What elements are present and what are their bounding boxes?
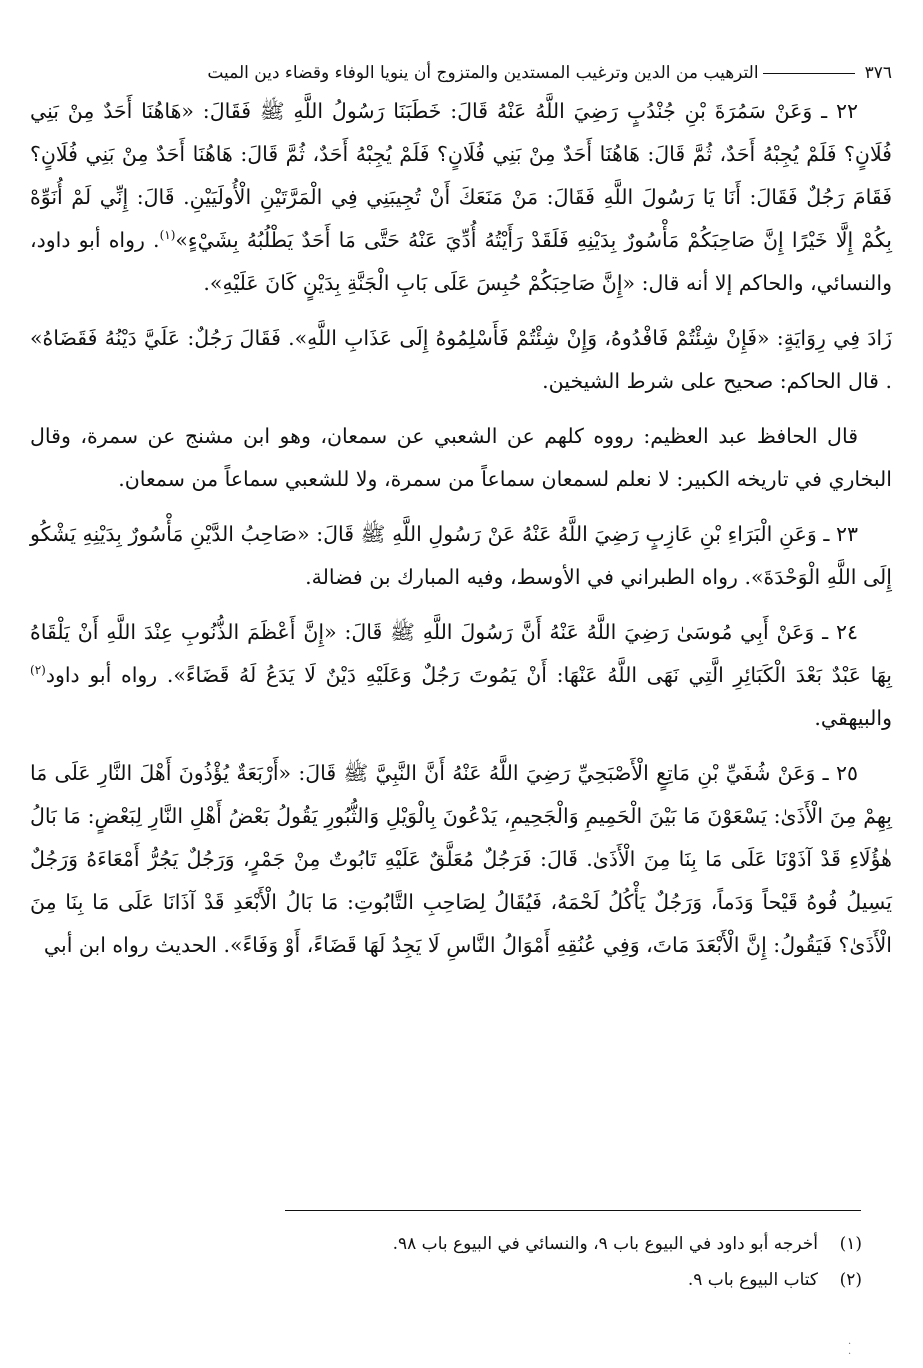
chapter-title: الترهيب من الدين وترغيب المستدين والمتزوج أن ينويا الوفاء وقضاء دين الميت — [207, 63, 759, 83]
footnote-text: أخرجه أبو داود في البيوع باب ٩، والنسائي في البيوع باب ٩٨. — [392, 1234, 818, 1254]
footnote-text: كتاب البيوع باب ٩. — [687, 1270, 818, 1290]
hadith-23: ٢٣ ـ وَعَنِ الْبَرَاءِ بْنِ عَازِبٍ رَضِيَ اللَّهُ عَنْهُ عَنْ رَسُولِ اللَّهِ ﷺ قَالَ: «صَاحِبُ الدَّيْنِ مَأْسُورٌ بِدَيْنِهِ يَشْكُو إِلَى اللَّهِ الْوَحْدَةَ». رواه الطبراني في الأوسط، وفيه المبارك بن فضالة. — [30, 522, 892, 589]
hadith-24-text: ٢٤ ـ وَعَنْ أَبِي مُوسَىٰ رَضِيَ اللَّهُ عَنْهُ أَنَّ رَسُولَ اللَّهِ ﷺ قَالَ: «إِنَّ أَعْظَمَ الذُّنُوبِ عِنْدَ اللَّهِ أَنْ يَلْقَاهُ بِهَا عَبْدٌ بَعْدَ الْكَبَائِرِ الَّتِي نَهَى اللَّهُ عَنْهَا: أَنْ يَمُوتَ رَجُلٌ وَعَلَيْهِ دَيْنٌ لَا يَدَعُ لَهُ قَضَاءً». رواه أبو داود — [30, 620, 892, 687]
footnotes — [30, 1226, 862, 1298]
hadith-24-source: والبيهقي. — [814, 706, 892, 730]
footnote-number: (٢) — [839, 1270, 862, 1290]
hadith-22 — [30, 90, 892, 305]
running-header — [30, 58, 892, 88]
additional-narration: زَادَ فِي رِوَايَةٍ: «فَإِنْ شِئْتُمْ فَافْدُوهُ، وَإِنْ شِئْتُمْ فَأَسْلِمُوهُ إِلَى عَذَابِ اللَّهِ». فَقَالَ رَجُلٌ: عَلَيَّ دَيْنُهُ فَقَضَاهُ» . قال الحاكم: صحيح على شرط الشيخين. — [30, 326, 892, 393]
page-body — [30, 58, 892, 967]
footnote-number: (١) — [839, 1234, 862, 1254]
hadith-22-source: . رواه أبو داود، والنسائي، والحاكم إلا أنه قال: «إِنَّ صَاحِبَكُمْ حُبِسَ عَلَى بَابِ الْجَنَّةِ بِدَيْنٍ كَانَ عَلَيْهِ». — [30, 228, 892, 295]
footnote-ref-2: (٢) — [30, 663, 46, 678]
hadith-25: ٢٥ ـ وَعَنْ شُفَيِّ بْنِ مَاتِعٍ الْأَصْبَحِيِّ رَضِيَ اللَّهُ عَنْهُ أَنَّ النَّبِيَّ ﷺ قَالَ: «أَرْبَعَةٌ يُؤْذُونَ أَهْلَ النَّارِ عَلَى مَا بِهِمْ مِنَ الْأَذَىٰ: يَسْعَوْنَ مَا بَيْنَ الْحَمِيمِ وَالْجَحِيمِ، يَدْعُونَ بِالْوَيْلِ وَالثُّبُورِ يَقُولُ بَعْضُ أَهْلِ النَّارِ لِبَعْضٍ: مَا بَالُ هٰؤُلَاءِ قَدْ آذَوْنَا عَلَى مَا بِنَا مِنَ الْأَذَىٰ. قَالَ: فَرَجُلٌ مُعَلَّقٌ عَلَيْهِ تَابُوتٌ مِنْ جَمْرٍ، وَرَجُلٌ يَجُرُّ أَمْعَاءَهُ وَرَجُلٌ يَسِيلُ فُوهُ قَيْحاً وَدَماً، وَرَجُلٌ يَأْكُلُ لَحْمَهُ، فَيُقَالُ لِصَاحِبِ التَّابُوتِ: مَا بَالُ الْأَبْعَدِ قَدْ آذَانَا عَلَى مَا بِنَا مِنَ الْأَذَىٰ؟ فَيَقُولُ: إِنَّ الْأَبْعَدَ مَاتَ، وَفِي عُنُقِهِ أَمْوَالُ النَّاسِ لَا يَجِدُ لَهَا قَضَاءً، أَوْ وَفَاءً». الحديث رواه ابن أبي — [30, 761, 892, 957]
footnote-2 — [30, 1262, 862, 1298]
footnote-ref-1: (١) — [159, 228, 176, 243]
footnote-separator — [285, 1210, 861, 1211]
header-rule — [763, 73, 855, 74]
page-number: ٣٧٦ — [864, 63, 892, 83]
margin-mark: · · — [848, 1339, 852, 1360]
hadith-22-text: ٢٢ ـ وَعَنْ سَمُرَةَ بْنِ جُنْدُبٍ رَضِيَ اللَّهُ عَنْهُ قَالَ: خَطَبَنَا رَسُولُ اللَّهِ ﷺ فَقَالَ: «هَاهُنَا أَحَدٌ مِنْ بَنِي فُلَانٍ؟ فَلَمْ يُجِبْهُ أَحَدٌ، ثُمَّ قَالَ: هَاهُنَا أَحَدٌ مِنْ بَنِي فُلَانٍ؟ فَلَمْ يُجِبْهُ أَحَدٌ، ثُمَّ قَالَ: هَاهُنَا أَحَدٌ مِنْ بَنِي فُلَانٍ؟ فَقَامَ رَجُلٌ فَقَالَ: أَنَا يَا رَسُولَ اللَّهِ فَقَالَ: مَنْ مَنَعَكَ أَنْ تُجِيبَنِي فِي الْمَرَّتَيْنِ الْأُولَيَيْنِ. قَالَ: إِنِّي لَمْ أُنَوِّهْ بِكُمْ إِلَّا خَيْرًا إِنَّ صَاحِبَكُمْ مَأْسُورٌ بِدَيْنِهِ فَلَقَدْ رَأَيْتُهُ أُدِّيَ عَنْهُ حَتَّى مَا أَحَدٌ يَطْلُبُهُ بِشَيْءٍ» — [30, 99, 893, 252]
hadith-24 — [30, 611, 892, 740]
hafiz-commentary: قال الحافظ عبد العظيم: رووه كلهم عن الشعبي عن سمعان، وهو ابن مشنج عن سمرة، وقال البخاري في تاريخه الكبير: لا نعلم لسمعان سماعاً من سمرة، ولا للشعبي سماعاً من سمعان. — [30, 424, 892, 491]
footnote-1 — [30, 1226, 862, 1262]
